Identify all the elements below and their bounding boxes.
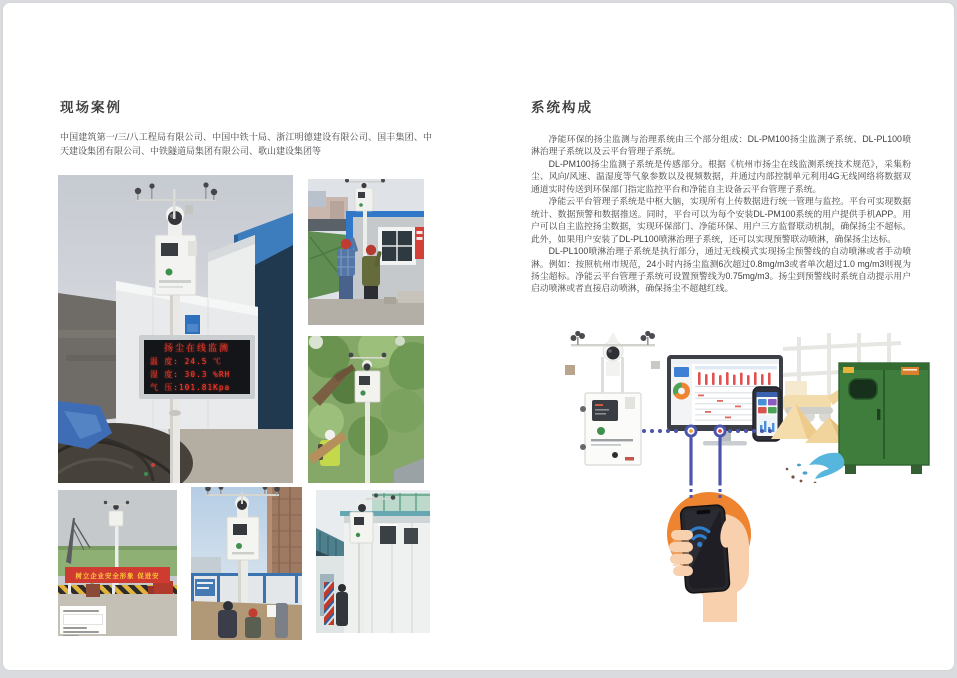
paragraph-cloud: 净能云平台管理子系统是中枢大脑，实现所有上传数据进行统一管理与监控。平台可实现数据统计、数据预警和数据推送。同时，平台可以为每个安装DL-PM100系统的用户提供手机APP。用户可以自主监控扬尘数据，实现环保部门、净能环保、用户三方监督联动机制，确保扬尘不超标。此外，如果用户安装了DL-PL100喷淋治理子系统，还可以实现预警联动喷淋，确保扬尘达标。	[531, 196, 911, 244]
photo-main-art	[58, 175, 293, 483]
led-title: 扬尘在线监测	[163, 344, 230, 354]
photo-station-trees	[308, 336, 424, 483]
led-temperature: 温 度: 24.5 ℃	[150, 357, 222, 366]
photo-main-dust-monitor	[58, 175, 293, 483]
paragraph-overview: 净能环保的扬尘监测与治理系统由三个部分组成：DL-PM100扬尘监测子系统、DL-PL100喷淋治理子系统以及云平台管理子系统。	[531, 134, 911, 157]
paragraph-pl100: DL-PL100喷淋治理子系统是执行部分，通过无线模式实现扬尘预警线的自动喷淋或者手动喷淋。例如：按照杭州市规范，24小时内扬尘监测6次超过0.8mg/m3或者单次超过1.0 mg/m3则视为扬尘超标。净能云平台管理子系统可设置预警线为0.75mg/m3。扬尘到预警线时系统自动提示用户启动喷淋或者直接启动喷淋，确保扬尘不超越红线。	[531, 246, 911, 294]
led-screen	[144, 340, 250, 394]
photo-station-building	[316, 490, 430, 633]
led-humidity: 湿 度: 30.3 %RH	[150, 370, 231, 379]
document-page	[2, 2, 955, 671]
photo-info-overlay	[60, 606, 106, 634]
safety-banner: 树立企业安全形象 促进安	[65, 567, 170, 583]
paragraph-pm100: DL-PM100扬尘监测子系统是传感部分。根据《杭州市扬尘在线监测系统技术规范》，采集粉尘、风向/风速、温湿度等气象参数以及视频数据，并通过内部控制单元利用4G无线网络将数据双通道实时传送到环保部门指定监控平台和净能自主设备云平台管理子系统。	[531, 158, 911, 194]
system-diagram	[531, 321, 933, 626]
photo-site-banner	[58, 490, 177, 636]
led-pressure: 气 压:101.81Kpa	[150, 383, 231, 392]
system-description	[531, 133, 911, 295]
led-display	[139, 335, 255, 399]
photo-install-workers	[308, 179, 424, 325]
connection-lines	[531, 321, 933, 626]
client-list: 中国建筑第一/三/八工程局有限公司、中国中铁十局、浙江明德建设有限公司、国丰集团、中天建设集团有限公司、中铁隧道局集团有限公司、歌山建设集团等	[60, 132, 432, 156]
photo-station-city	[191, 487, 302, 640]
section-heading-system: 系统构成	[531, 100, 593, 115]
section-heading-cases: 现场案例	[60, 100, 122, 115]
